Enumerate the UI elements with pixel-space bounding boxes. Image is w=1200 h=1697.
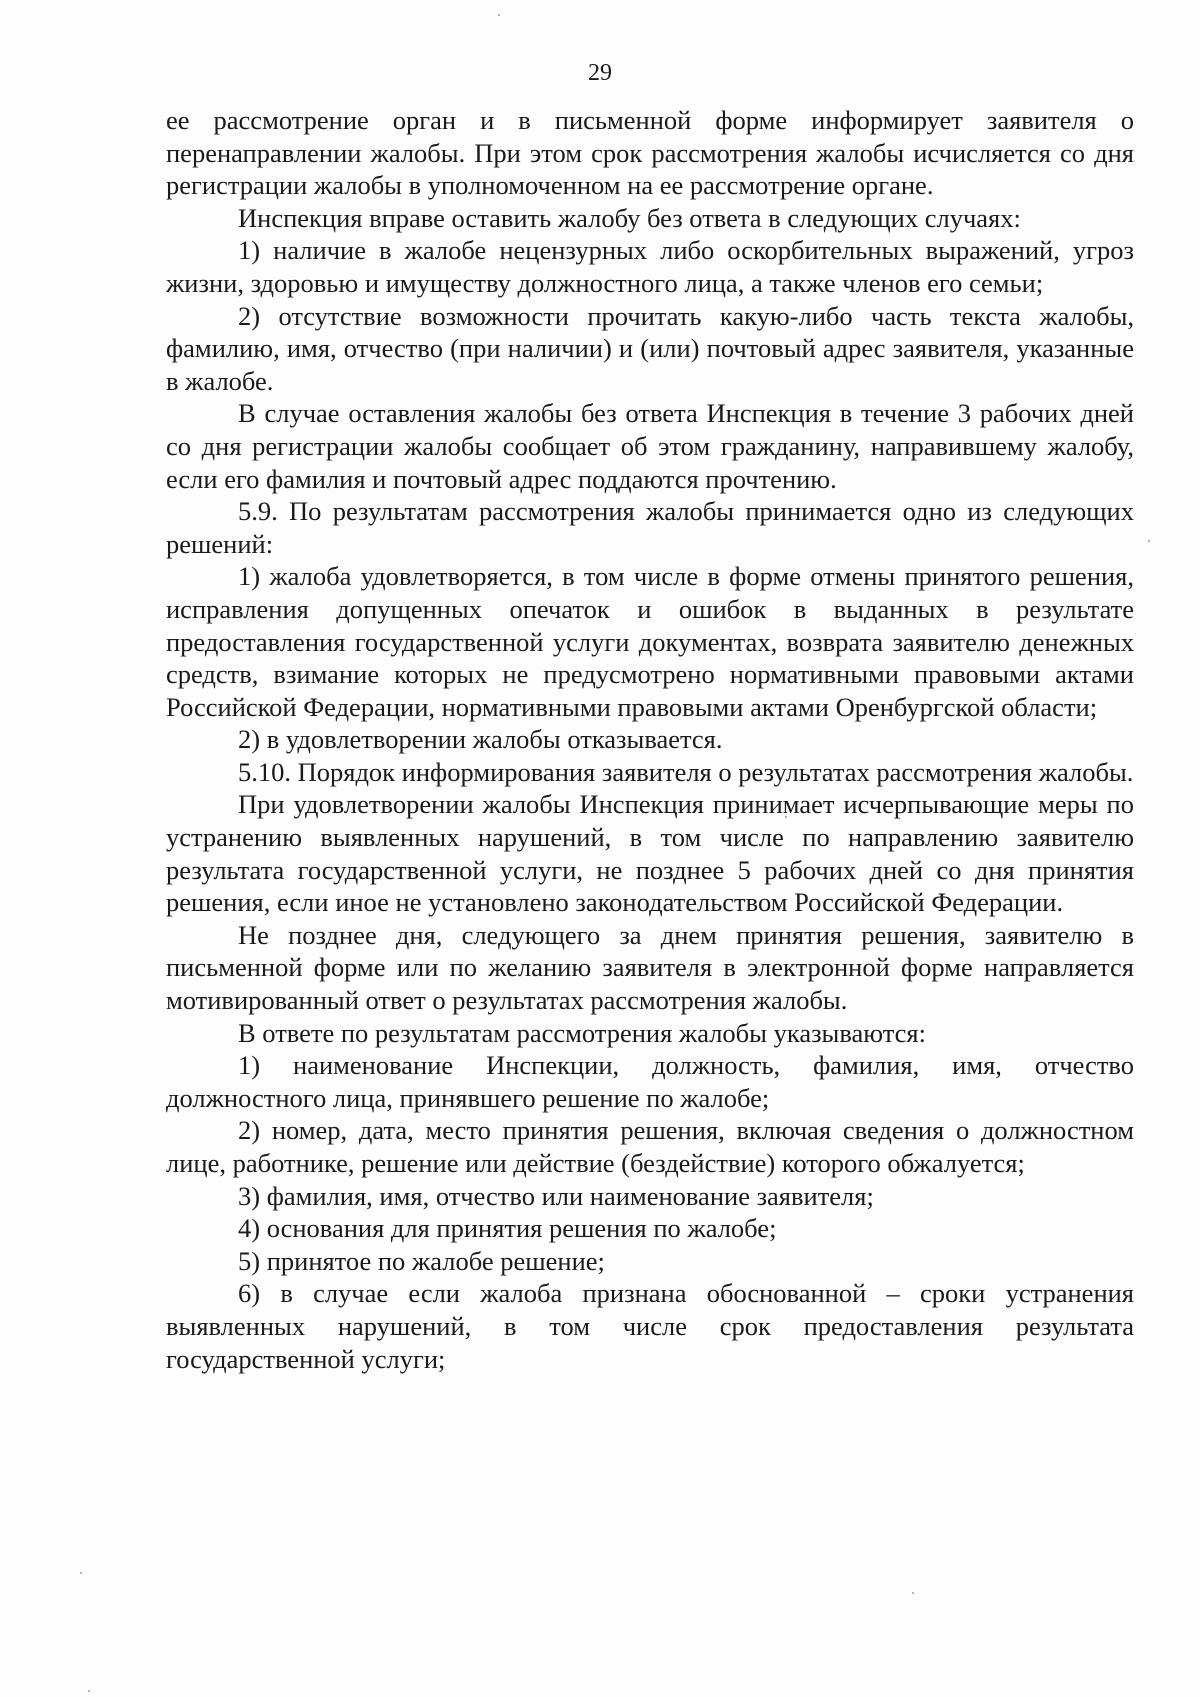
document-body [166,104,1134,1375]
scan-speck [88,1690,90,1692]
list-item: 1) наименование Инспекции, должность, фамилия, имя, отчество должностного лица, принявшего решение по жалобе; [166,1050,1134,1113]
scan-speck [1148,540,1150,542]
page-number: 29 [588,60,612,86]
list-item: 1) наличие в жалобе нецензурных либо оскорбительных выражений, угроз жизни, здоровью и имуществу должностного лица, а также членов его семьи; [166,235,1134,298]
list-item: 2) в удовлетворении жалобы отказывается. [238,724,723,755]
paragraph: Не позднее дня, следующего за днем принятия решения, заявителю в письменной форме или по желанию заявителя в электронной форме направляется мотивированный ответ о результатах рассмотрения жалобы. [166,919,1134,1016]
paragraph: Инспекция вправе оставить жалобу без ответа в следующих случаях: [238,202,1021,233]
list-item: 4) основания для принятия решения по жалобе; [238,1213,777,1244]
list-item: 2) номер, дата, место принятия решения, включая сведения о должностном лице, работнике, решение или действие (бездействие) которого обжалуется; [166,1115,1134,1178]
paragraph: В ответе по результатам рассмотрения жалобы указываются: [238,1017,926,1048]
scan-speck [80,1572,82,1574]
list-item: 2) отсутствие возможности прочитать какую-либо часть текста жалобы, фамилию, имя, отчество (при наличии) и (или) почтовый адрес заявителя, указанные в жалобе. [166,300,1134,396]
paragraph: При удовлетворении жалобы Инспекция принимает исчерпывающие меры по устранению выявленных нарушений, в том числе по направлению заявителю результата государственной услуги, не позднее 5 рабочих дней со дня принятия решения, если иное не установлено законодательством Российской Федерации. [166,789,1134,918]
paragraph: В случае оставления жалобы без ответа Инспекция в течение 3 рабочих дней со дня регистрации жалобы сообщает об этом гражданину, направившему жалобу, если его фамилия и почтовый адрес поддаются прочтению. [166,398,1134,494]
list-item: 6) в случае если жалоба признана обоснованной – сроки устранения выявленных нарушений, в том числе срок предоставления результата государственной услуги; [166,1278,1134,1374]
list-item: 1) жалоба удовлетворяется, в том числе в форме отмены принятого решения, исправления допущенных опечаток и ошибок в выданных в результате предоставления государственной услуги документах, возврата заявителю денежных средств, взимание которых не предусмотрено нормативными правовыми актами Российской Федерации, нормативными правовыми актами Оренбургской области; [166,561,1134,722]
section-heading: 5.9. По результатам рассмотрения жалобы принимается одно из следующих решений: [166,496,1134,559]
scan-speck [498,14,500,16]
paragraph: ее рассмотрение орган и в письменной форме информирует заявителя о перенаправлении жалобы. При этом срок рассмотрения жалобы исчисляется со дня регистрации жалобы в уполномоченном на ее рассмотрение органе. [166,105,1134,201]
list-item: 5) принятое по жалобе решение; [238,1245,605,1276]
section-heading: 5.10. Порядок информирования заявителя о результатах рассмотрения жалобы. [238,756,1134,787]
list-item: 3) фамилия, имя, отчество или наименование заявителя; [238,1180,874,1211]
scan-speck [912,1592,914,1594]
